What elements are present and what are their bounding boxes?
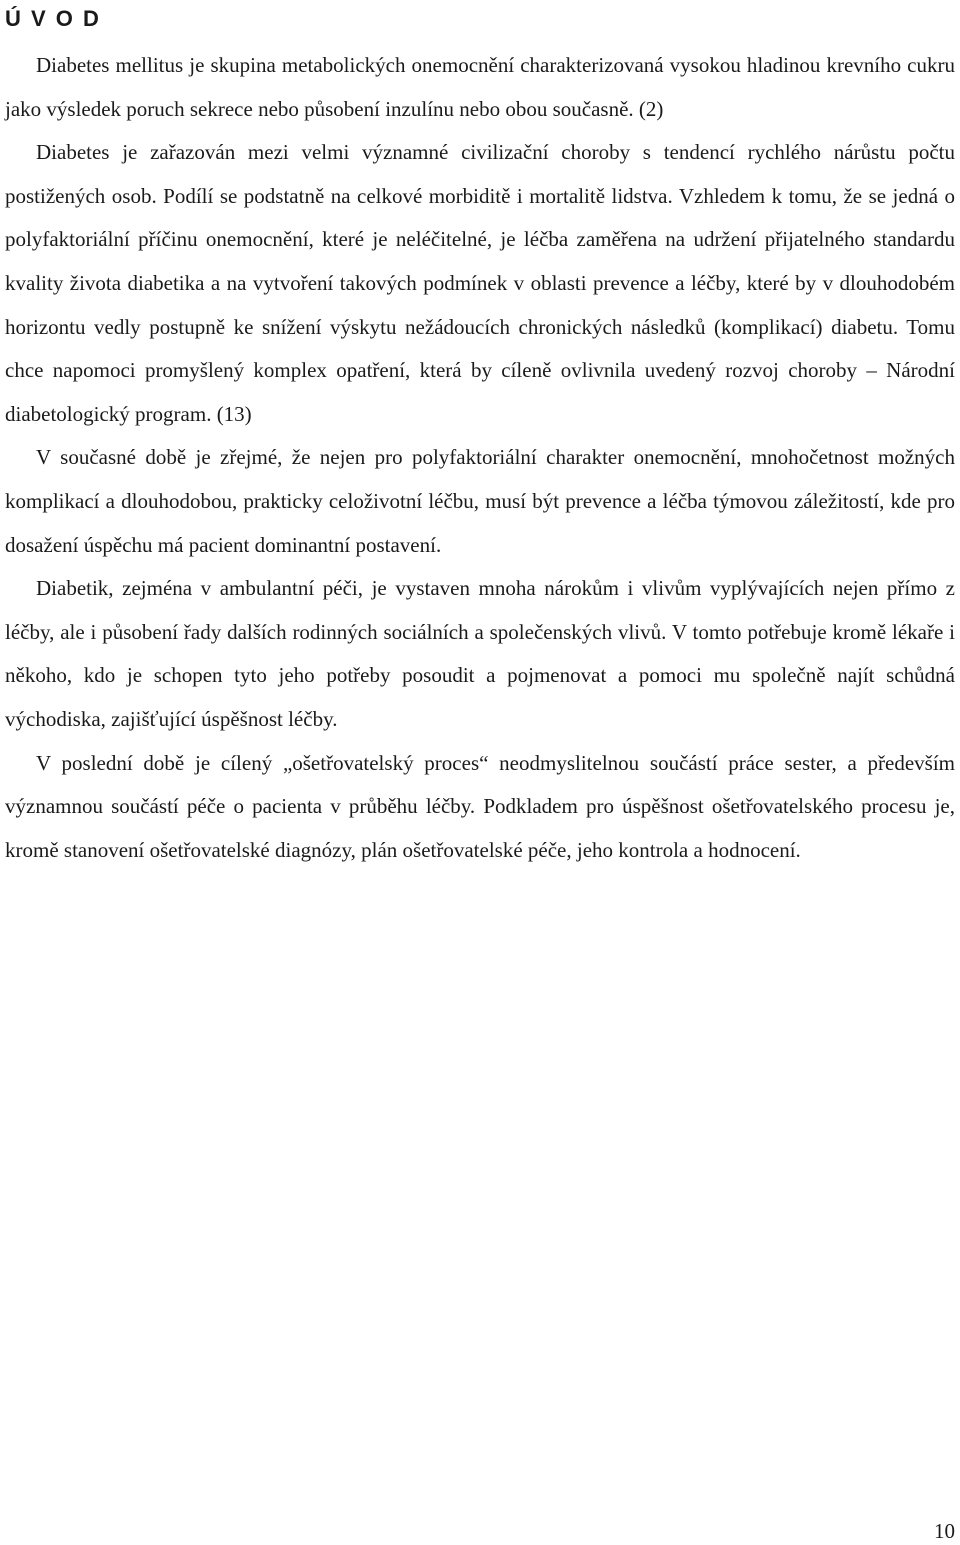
paragraph-nursing-process: V poslední době je cílený „ošetřovatelský proces“ neodmyslitelnou součástí práce sester, a především významnou součástí péče o pacienta v průběhu léčby. Podkladem pro úspěšnost ošetřovatelského procesu je, kromě stanovení ošetřovatelské diagnózy, plán ošetřovatelské péče, jeho kontrola a hodnocení. — [5, 750, 955, 862]
paragraph-definition: Diabetes mellitus je skupina metabolických onemocnění charakterizovaná vysokou hladinou krevního cukru jako výsledek poruch sekrece nebo působení inzulínu nebo obou současně. (2) — [5, 53, 955, 121]
paragraph-civilization-disease: Diabetes je zařazován mezi velmi významné civilizační choroby s tendencí rychlého nárůstu počtu postižených osob. Podílí se podstatně na celkové morbiditě i mortalitě lidstva. Vzhledem k tomu, že se jedná o polyfaktoriální příčinu onemocnění, které je neléčitelné, je léčba zaměřena na udržení přijatelného standardu kvality života diabetika a na vytvoření takových podmínek v oblasti prevence a léčby, které by v dlouhodobém horizontu vedly postupně ke snížení výskytu nežádoucích chronických následků (komplikací) diabetu. Tomu chce napomoci promyšlený komplex opatření, která by cíleně ovlivnila uvedený rozvoj choroby – Národní diabetologický program. (13) — [5, 140, 955, 426]
body-text — [5, 44, 955, 872]
page-number: 10 — [934, 1519, 955, 1543]
paragraph-outpatient-care: Diabetik, zejména v ambulantní péči, je vystaven mnoha nárokům i vlivům vyplývajících nejen přímo z léčby, ale i působení řady dalších rodinných sociálních a společenských vlivů. V tomto potřebuje kromě lékaře i někoho, kdo je schopen tyto jeho potřeby posoudit a pojmenovat a pomoci mu společně najít schůdná východiska, zajišťující úspěšnost léčby. — [5, 576, 955, 731]
section-heading: Ú V O D — [5, 6, 101, 31]
paragraph-team-care: V současné době je zřejmé, že nejen pro polyfaktoriální charakter onemocnění, mnohočetnost možných komplikací a dlouhodobou, prakticky celoživotní léčbu, musí být prevence a léčba týmovou záležitostí, kde pro dosažení úspěchu má pacient dominantní postavení. — [5, 445, 955, 557]
